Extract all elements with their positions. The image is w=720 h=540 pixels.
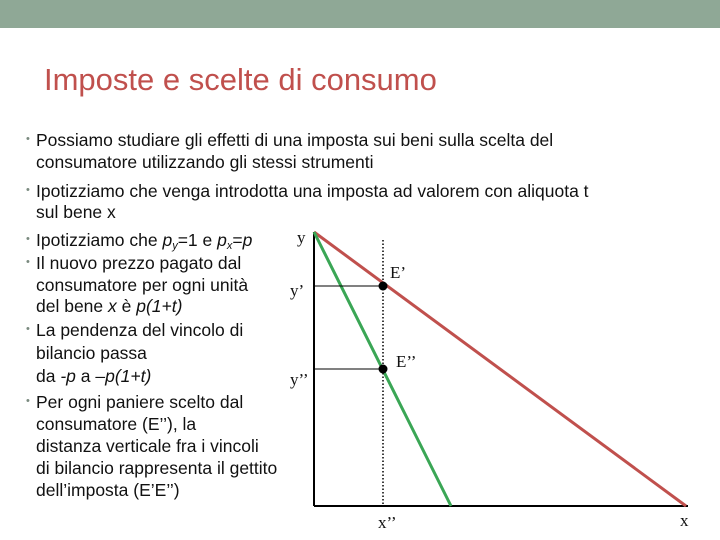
bullet-5-line-3: da -p a –p(1+t) — [36, 366, 152, 386]
bullet-marker: • — [26, 184, 30, 196]
bullet-marker: • — [26, 133, 30, 145]
slide-title: Imposte e scelte di consumo — [44, 62, 437, 97]
e-double-prime-label: E’’ — [396, 352, 417, 371]
bullet-4-line-2: consumatore per ogni unità — [36, 275, 249, 295]
bullet-6-line-5: dell’imposta (E’E’’) — [36, 480, 180, 500]
bullet-4-line-3: del bene x è p(1+t) — [36, 296, 183, 316]
bullet-3-line-1: Ipotizziamo che $p_y=1$ e $p_x=p$ — [36, 230, 253, 252]
bullet-5-line-2: bilancio passa — [36, 343, 147, 363]
x-double-prime-label: x’’ — [378, 513, 397, 532]
bullet-marker: • — [26, 323, 30, 335]
e-prime-label: E’ — [390, 263, 407, 282]
y-double-prime-label: y’’ — [290, 370, 309, 389]
point-e-double-prime — [379, 365, 388, 374]
bullet-6-line-2: consumatore (E’’), la — [36, 414, 197, 434]
bullet-6-line-1: Per ogni paniere scelto dal — [36, 392, 244, 412]
y-prime-label: y’ — [290, 281, 305, 300]
bullet-marker: • — [26, 233, 30, 245]
bullet-2-line-2: sul bene x — [36, 202, 116, 222]
bullet-marker: • — [26, 256, 30, 268]
bullet-marker: • — [26, 395, 30, 407]
bullet-5-line-1: La pendenza del vincolo di — [36, 320, 244, 340]
bullet-2-line-1: Ipotizziamo che venga introdotta una imposta ad valorem con aliquota t — [36, 181, 589, 201]
bullet-6-line-4: di bilancio rappresenta il gettito — [36, 458, 278, 478]
bullet-1-line-2: consumatore utilizzando gli stessi strumenti — [36, 152, 374, 172]
bullet-4-line-1: Il nuovo prezzo pagato dal — [36, 253, 242, 273]
point-e-prime — [379, 282, 388, 291]
bullet-1-line-1: Possiamo studiare gli effetti di una imposta sui beni sulla scelta del — [36, 130, 554, 150]
bullet-6-line-3: distanza verticale fra i vincoli — [36, 436, 259, 456]
x-axis-label: x — [680, 511, 689, 530]
y-axis-label: y — [297, 228, 306, 247]
